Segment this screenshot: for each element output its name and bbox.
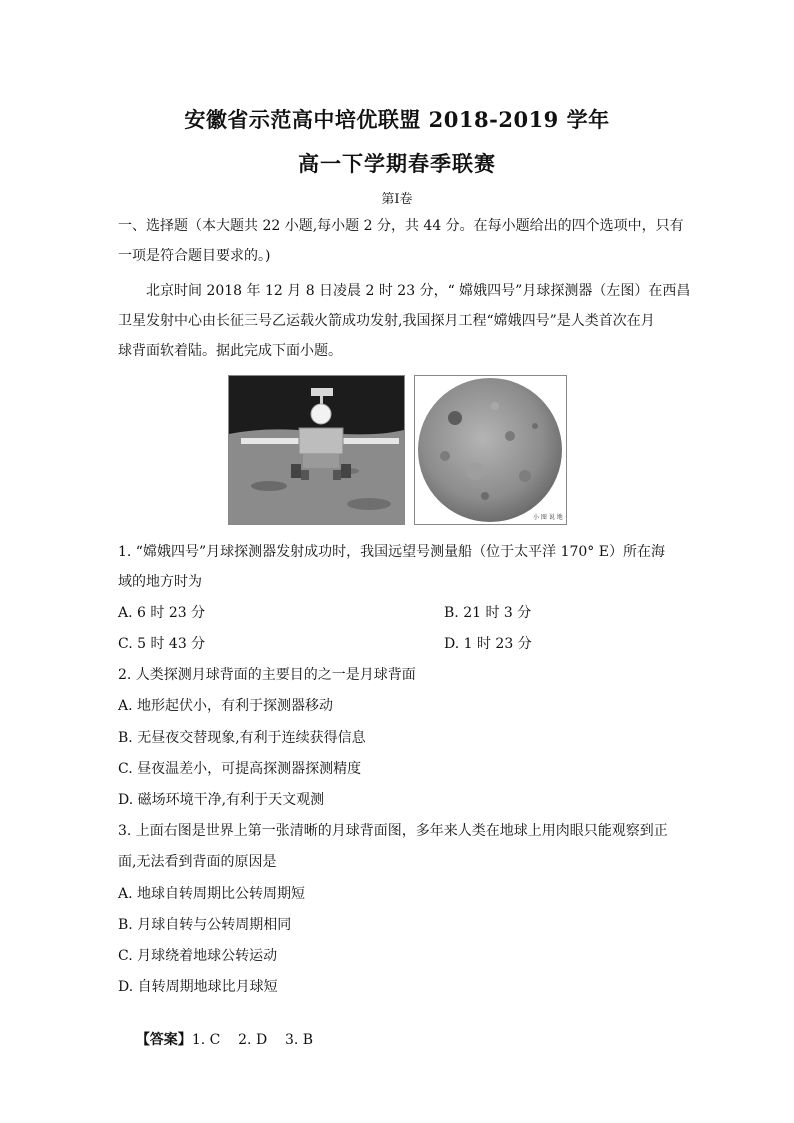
- question-3-option-d: D. 自转周期地球比月球短: [118, 979, 278, 995]
- question-1-option-c: C. 5 时 43 分: [118, 636, 206, 652]
- answer-line: [118, 1010, 678, 1070]
- material-line1: 北京时间 2018 年 12 月 8 日凌晨 2 时 23 分，“ 嫦娥四号”月球探测器（左图）在西昌: [146, 283, 691, 299]
- section-instruction-line2: 一项是符合题目要求的。): [118, 248, 271, 264]
- question-1-stem-line2: 域的地方时为: [118, 574, 202, 590]
- moon-illustration: [415, 376, 566, 524]
- rover-illustration: [229, 376, 404, 524]
- section-instruction-line1: 一、选择题（本大题共 22 小题,每小题 2 分，共 44 分。在每小题给出的四个选项中，只有: [118, 218, 684, 234]
- exam-subtitle: 高一下学期春季联赛: [298, 151, 496, 176]
- moon-far-side-photo: [414, 375, 567, 525]
- question-2-stem: 2. 人类探测月球背面的主要目的之一是月球背面: [118, 667, 416, 683]
- material-line3: 球背面软着陆。据此完成下面小题。: [118, 343, 342, 359]
- question-2-option-c: C. 昼夜温差小，可提高探测器探测精度: [118, 761, 362, 777]
- question-3-option-b: B. 月球自转与公转周期相同: [118, 917, 292, 933]
- question-1-option-b: B. 21 时 3 分: [444, 605, 532, 621]
- question-1-option-a: A. 6 时 23 分: [118, 605, 206, 621]
- answer-text: 1. C 2. D 3. B: [191, 1032, 314, 1048]
- question-1-option-d: D. 1 时 23 分: [444, 636, 532, 652]
- question-2-option-b: B. 无昼夜交替现象,有利于连续获得信息: [118, 730, 366, 746]
- question-2-option-a: A. 地形起伏小，有利于探测器移动: [118, 698, 334, 714]
- question-3-stem-line1: 3. 上面右图是世界上第一张清晰的月球背面图，多年来人类在地球上用肉眼只能观察到正: [118, 823, 668, 839]
- rover-photo: [228, 375, 405, 525]
- question-2-option-d: D. 磁场环境干净,有利于天文观测: [118, 792, 325, 808]
- question-3-option-a: A. 地球自转周期比公转周期短: [118, 886, 306, 902]
- answer-label: 【答案】: [135, 1032, 192, 1048]
- question-3-stem-line2: 面,无法看到背面的原因是: [118, 854, 277, 870]
- material-line2: 卫星发射中心由长征三号乙运载火箭成功发射,我国探月工程“嫦娥四号”是人类首次在月: [118, 313, 655, 329]
- question-1-stem-line1: 1. “嫦娥四号”月球探测器发射成功时，我国远望号测量船（位于太平洋 170° E）所在海: [118, 544, 665, 560]
- volume-label: 第Ⅰ卷: [381, 192, 413, 207]
- watermark-text: 小 图 说 地: [533, 514, 563, 521]
- question-3-option-c: C. 月球绕着地球公转运动: [118, 948, 278, 964]
- exam-title: 安徽省示范高中培优联盟 2018-2019 学年: [184, 107, 610, 132]
